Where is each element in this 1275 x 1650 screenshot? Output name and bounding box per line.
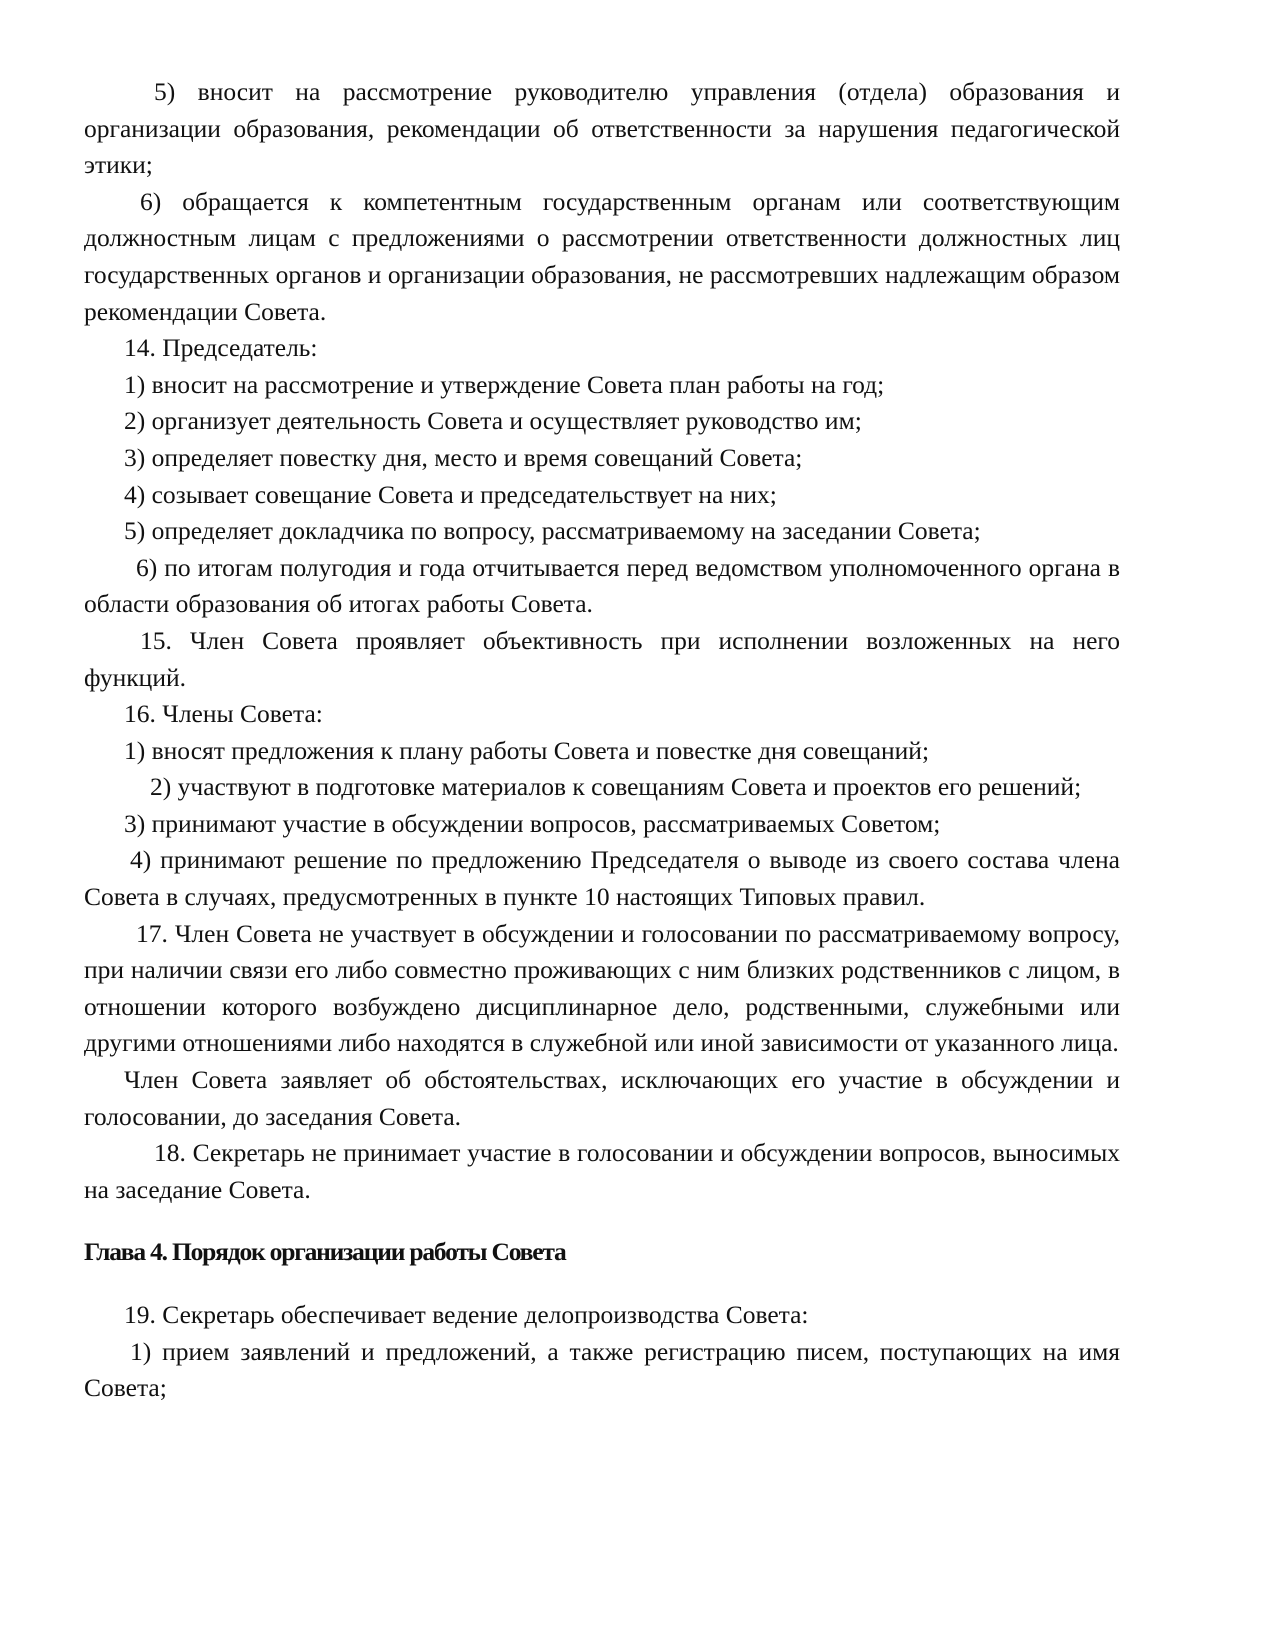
paragraph-16: 16. Члены Совета: bbox=[124, 699, 323, 729]
paragraph-14-3: 3) определяет повестку дня, место и время совещаний Совета; bbox=[124, 442, 803, 472]
paragraph-15: 15. Член Совета проявляет объективность при исполнении возложенных на него функций. bbox=[84, 625, 1120, 692]
paragraph-16-3: 3) принимают участие в обсуждении вопросов, рассматриваемых Советом; bbox=[124, 808, 941, 838]
chapter-heading: Глава 4. Порядок организации работы Совета bbox=[84, 1237, 566, 1267]
paragraph-16-2: 2) участвуют в подготовке материалов к совещаниям Совета и проектов его решений; bbox=[150, 772, 1082, 802]
paragraph-16-4: 4) принимают решение по предложению Председателя о выводе из своего состава члена Совета в случаях, предусмотренных в пункте 10 настоящих Типовых правил. bbox=[84, 845, 1120, 912]
paragraph-14-6: 6) по итогам полугодия и года отчитывается перед ведомством уполномоченного органа в области образования об итогах работы Совета. bbox=[84, 552, 1120, 619]
paragraph-19-1: 1) прием заявлений и предложений, а также регистрацию писем, поступающих на имя Совета; bbox=[84, 1336, 1120, 1403]
paragraph-14-1: 1) вносит на рассмотрение и утверждение Совета план работы на год; bbox=[124, 369, 885, 399]
paragraph-18: 18. Секретарь не принимает участие в голосовании и обсуждении вопросов, выносимых на заседание Совета. bbox=[84, 1138, 1120, 1204]
paragraph-19: 19. Секретарь обеспечивает ведение делопроизводства Совета: bbox=[124, 1300, 809, 1329]
paragraph-13-5: 5) вносит на рассмотрение руководителю управления (отдела) образования и организации образования, рекомендации об ответственности за нарушения педагогической этики; bbox=[84, 77, 1120, 180]
paragraph-14: 14. Председатель: bbox=[124, 333, 318, 363]
paragraph-16-1: 1) вносят предложения к плану работы Совета и повестке дня совещаний; bbox=[124, 735, 930, 765]
paragraph-14-4: 4) созывает совещание Совета и председательствует на них; bbox=[124, 479, 777, 509]
paragraph-14-2: 2) организует деятельность Совета и осуществляет руководство им; bbox=[124, 406, 862, 436]
paragraph-13-6: 6) обращается к компетентным государственным органам или соответствующим должностным лицам с предложениями о рассмотрении ответственности должностных лиц государственных органов и организации образования, не рассмотревших надлежащим образом рекомендации Совета. bbox=[84, 186, 1120, 326]
paragraph-17-note: Член Совета заявляет об обстоятельствах, исключающих его участие в обсуждении и голосовании, до заседания Совета. bbox=[84, 1065, 1120, 1131]
paragraph-17: 17. Член Совета не участвует в обсуждении и голосовании по рассматриваемому вопросу, при наличии связи его либо совместно проживающих с ним близких родственников с лицом, в отношении которого возбуждено дисциплинарное дело, родственными, служебными или другими отношениями либо находятся в служебной или иной зависимости от указанного лица. bbox=[84, 918, 1120, 1058]
document-page bbox=[84, 74, 1120, 1407]
paragraph-14-5: 5) определяет докладчика по вопросу, рассматриваемому на заседании Совета; bbox=[124, 516, 981, 546]
